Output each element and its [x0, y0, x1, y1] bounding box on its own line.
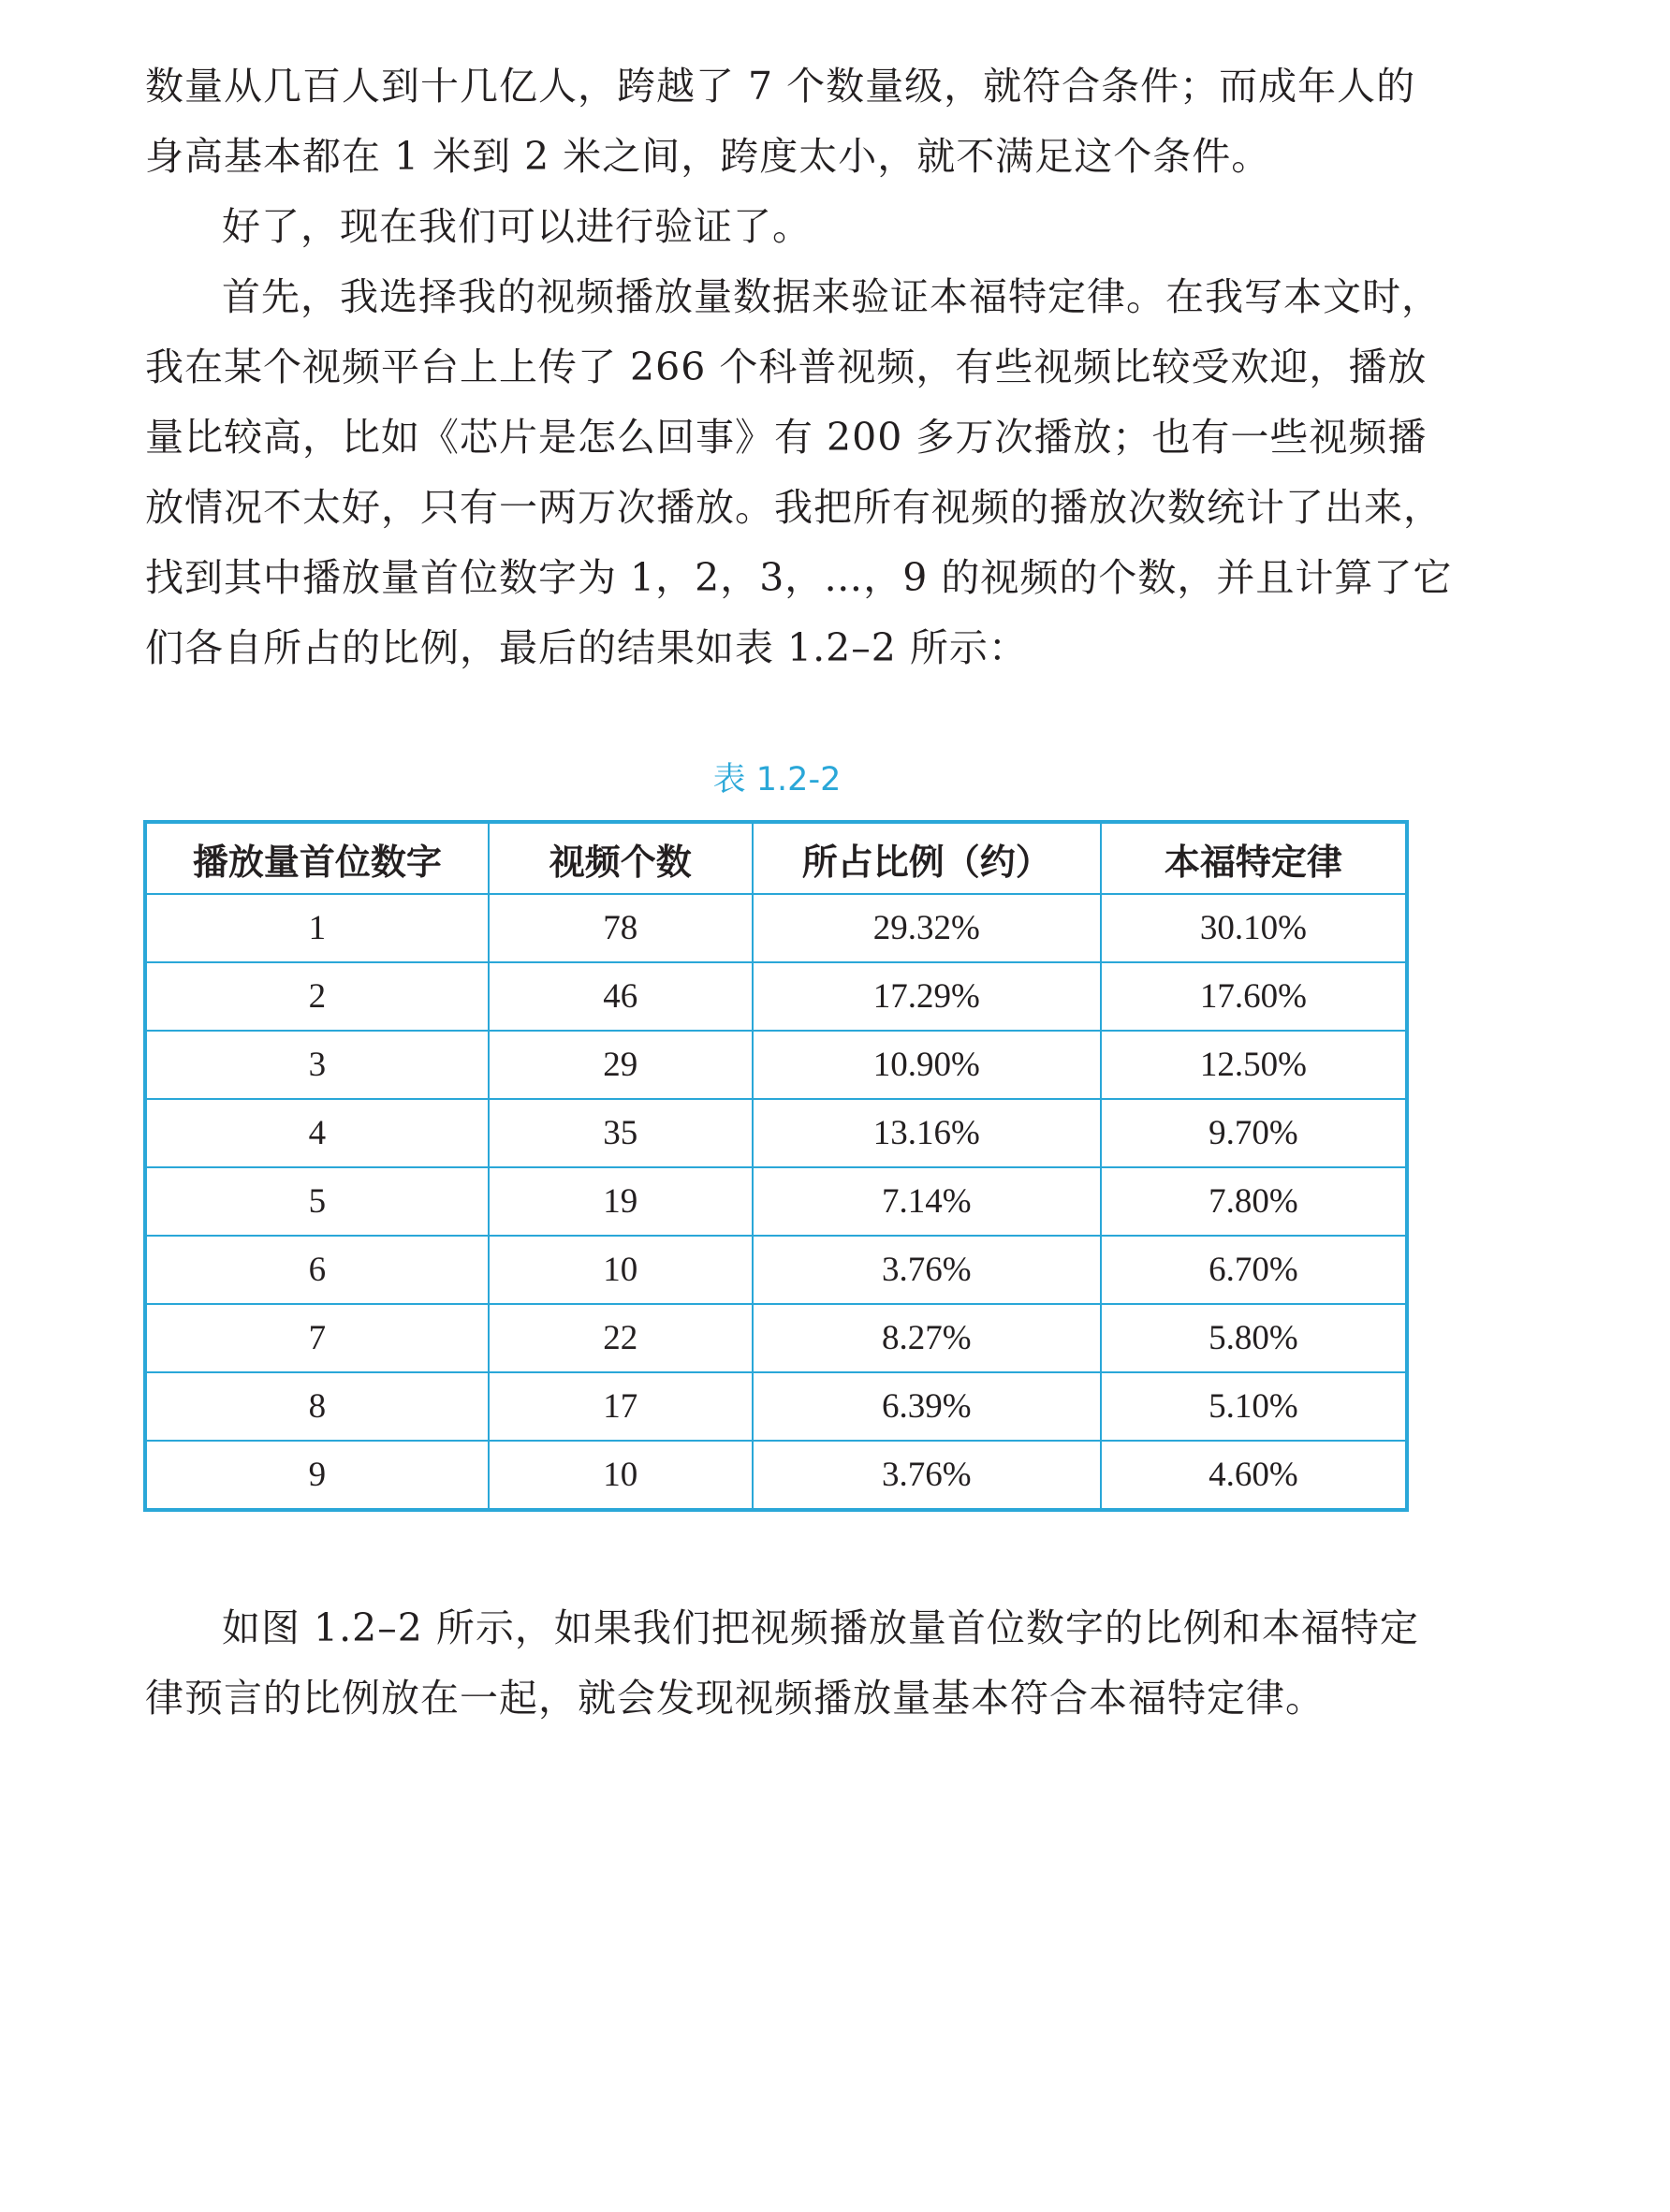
table-row	[145, 1099, 1407, 1167]
cell-benford: 5.10%	[1101, 1372, 1407, 1441]
text-line: 找到其中播放量首位数字为 1，2，3，…，9 的视频的个数，并且计算了它	[145, 555, 1453, 600]
cell-digit: 9	[145, 1441, 489, 1510]
text-line: 律预言的比例放在一起，就会发现视频播放量基本符合本福特定律。	[145, 1676, 1325, 1721]
table-row	[145, 1167, 1407, 1236]
header-benford-law: 本福特定律	[1101, 822, 1407, 894]
text-line: 我在某个视频平台上上传了 266 个科普视频，有些视频比较受欢迎，播放	[145, 344, 1428, 389]
paragraph-population-height	[145, 51, 1416, 192]
cell-count: 22	[489, 1304, 753, 1372]
paragraph-video-data	[145, 262, 1453, 683]
cell-count: 78	[489, 894, 753, 962]
table-header-row	[145, 822, 1407, 894]
text-line: 量比较高，比如《芯片是怎么回事》有 200 多万次播放；也有一些视频播	[145, 415, 1428, 460]
table-caption: 表 1.2-2	[712, 761, 842, 798]
cell-count: 35	[489, 1099, 753, 1167]
cell-digit: 5	[145, 1167, 489, 1236]
table-row	[145, 1304, 1407, 1372]
cell-digit: 1	[145, 894, 489, 962]
benford-table	[143, 820, 1409, 1512]
text-line: 们各自所占的比例，最后的结果如表 1.2–2 所示：	[145, 625, 1028, 670]
cell-benford: 30.10%	[1101, 894, 1407, 962]
cell-benford: 4.60%	[1101, 1441, 1407, 1510]
cell-count: 10	[489, 1236, 753, 1304]
cell-benford: 6.70%	[1101, 1236, 1407, 1304]
cell-benford: 12.50%	[1101, 1031, 1407, 1099]
cell-proportion: 29.32%	[753, 894, 1101, 962]
cell-proportion: 6.39%	[753, 1372, 1101, 1441]
cell-digit: 4	[145, 1099, 489, 1167]
cell-benford: 9.70%	[1101, 1099, 1407, 1167]
text-line: 身高基本都在 1 米到 2 米之间，跨度太小，就不满足这个条件。	[145, 134, 1271, 179]
cell-proportion: 8.27%	[753, 1304, 1101, 1372]
text-line: 如图 1.2–2 所示，如果我们把视频播放量首位数字的比例和本福特定	[222, 1605, 1419, 1650]
cell-proportion: 3.76%	[753, 1441, 1101, 1510]
table-row	[145, 1236, 1407, 1304]
cell-proportion: 3.76%	[753, 1236, 1101, 1304]
cell-digit: 6	[145, 1236, 489, 1304]
cell-digit: 8	[145, 1372, 489, 1441]
cell-benford: 17.60%	[1101, 962, 1407, 1031]
text-line: 数量从几百人到十几亿人，跨越了 7 个数量级，就符合条件；而成年人的	[145, 64, 1416, 109]
header-first-digit: 播放量首位数字	[145, 822, 489, 894]
cell-count: 46	[489, 962, 753, 1031]
cell-proportion: 7.14%	[753, 1167, 1101, 1236]
table-row	[145, 962, 1407, 1031]
cell-digit: 7	[145, 1304, 489, 1372]
cell-count: 29	[489, 1031, 753, 1099]
table-row	[145, 894, 1407, 962]
cell-count: 10	[489, 1441, 753, 1510]
cell-proportion: 13.16%	[753, 1099, 1101, 1167]
paragraph-verify-intro	[145, 192, 1409, 262]
header-proportion: 所占比例（约）	[753, 822, 1101, 894]
text-line: 首先，我选择我的视频播放量数据来验证本福特定律。在我写本文时，	[222, 274, 1441, 319]
paragraph-figure-comparison	[145, 1593, 1419, 1734]
cell-digit: 2	[145, 962, 489, 1031]
text-line: 好了，现在我们可以进行验证了。	[222, 204, 812, 249]
cell-benford: 5.80%	[1101, 1304, 1407, 1372]
table-row	[145, 1441, 1407, 1510]
header-video-count: 视频个数	[489, 822, 753, 894]
table-row	[145, 1372, 1407, 1441]
table-row	[145, 1031, 1407, 1099]
cell-benford: 7.80%	[1101, 1167, 1407, 1236]
cell-digit: 3	[145, 1031, 489, 1099]
cell-count: 17	[489, 1372, 753, 1441]
cell-proportion: 17.29%	[753, 962, 1101, 1031]
text-line: 放情况不太好，只有一两万次播放。我把所有视频的播放次数统计了出来，	[145, 485, 1443, 530]
cell-proportion: 10.90%	[753, 1031, 1101, 1099]
cell-count: 19	[489, 1167, 753, 1236]
